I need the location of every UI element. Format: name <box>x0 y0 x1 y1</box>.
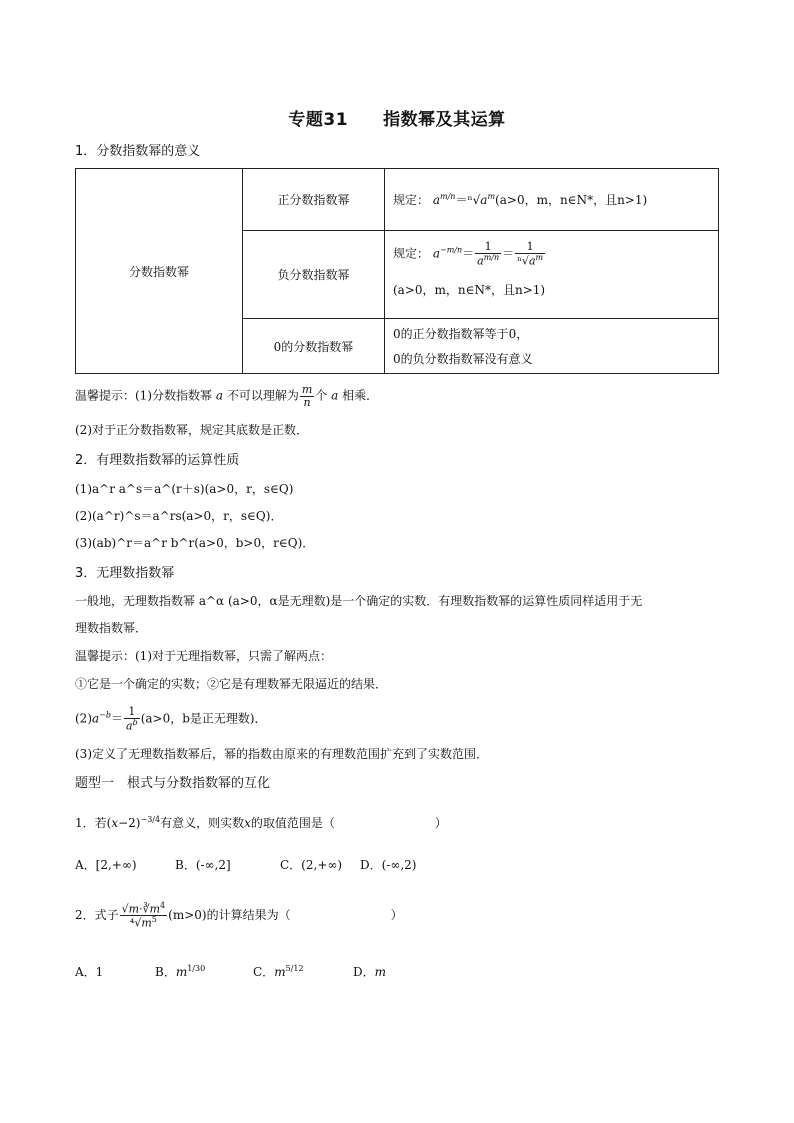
section-3-heading: 3．无理数指数幂 <box>75 566 175 581</box>
tip-1: 温馨提示：(1)分数指数幂 a 不可以理解为 $\frac{m}{n}$ 个 a 相乘． <box>75 383 379 409</box>
section-3-tip: 温馨提示：(1)对于无理指数幂，只需了解两点： <box>75 649 332 663</box>
table-label-zero: 0的分数指数幂 <box>243 319 385 374</box>
section-3-tip-4: (3)定义了无理数指数幂后，幂的指数由原来的有理数范围扩充到了实数范围． <box>75 747 489 761</box>
table-label-positive: 正分数指数幂 <box>243 169 385 231</box>
q1-option-a[interactable]: A．[2,+∞) <box>75 858 137 872</box>
section-2-heading: 2．有理数指数幂的运算性质 <box>75 453 240 468</box>
property-2: (2)(a^r)^s＝a^rs(a>0，r，s∈Q)． <box>75 509 283 523</box>
page-title: 专题31 指数幂及其运算 <box>288 110 506 130</box>
table-def-zero: 0的正分数指数幂等于0， 0的负分数指数幂没有意义 <box>385 319 719 374</box>
section-3-tip-2: ①它是一个确定的实数；②它是有理数幂无限逼近的结果． <box>75 677 388 691</box>
q2-option-a[interactable]: A．1 <box>75 965 104 979</box>
question-1: 1．若$(x-2)^{-3/4}$有意义，则实数x的取值范围是（ ） <box>75 815 447 830</box>
table-def-positive: 规定： $a^{m/n}=^n√a^m(a>0$，m，n∈N*，且n>1) <box>385 169 719 231</box>
table-row-head: 分数指数幂 <box>76 169 243 374</box>
property-1: (1)a^r a^s＝a^(r＋s)(a>0，r，s∈Q) <box>75 482 294 496</box>
section-3-tip-3: $(2)a^{-b}=$ $\frac{1}{a^b}$ (a>0，b是正无理数)． <box>75 705 267 733</box>
property-3: (3)(ab)^r＝a^r b^r(a>0，b>0，r∈Q)． <box>75 536 315 550</box>
section-1-heading: 1．分数指数幂的意义 <box>75 144 201 159</box>
question-2: 2．式子 $\frac{√m\cdot∛m^4}{^4√m^5}$ (m>0)的计算结果为（ ） <box>75 901 403 930</box>
table-label-negative: 负分数指数幂 <box>243 231 385 319</box>
type-1-heading: 题型一 根式与分数指数幂的互化 <box>75 776 271 791</box>
q2-option-c[interactable]: C．$m^{5/12}$ <box>253 964 304 979</box>
fractional-exponent-table <box>75 168 719 374</box>
q1-option-b[interactable]: B．(-∞,2] <box>175 858 231 872</box>
q2-option-b[interactable]: B．$m^{1/30}$ <box>155 964 206 979</box>
q1-option-d[interactable]: D．(-∞,2) <box>360 858 417 872</box>
q1-option-c[interactable]: C．(2,+∞) <box>280 858 343 872</box>
section-3-body-2: 理数指数幂． <box>75 621 148 635</box>
section-3-body-1: 一般地，无理数指数幂 a^α (a>0，α是无理数)是一个确定的实数．有理数指数幂的运算性质同样适用于无 <box>75 594 643 608</box>
table-def-negative: 规定： $a^{-m/n}=$ $\frac{1}{a^{m/n}}$ ＝ $\frac{1}{^n√a^m}$ (a>0，m，n∈N*，且n>1) <box>385 231 719 319</box>
q2-option-d[interactable]: D．m <box>353 965 387 979</box>
tip-2: (2)对于正分数指数幂，规定其底数是正数． <box>75 423 308 437</box>
